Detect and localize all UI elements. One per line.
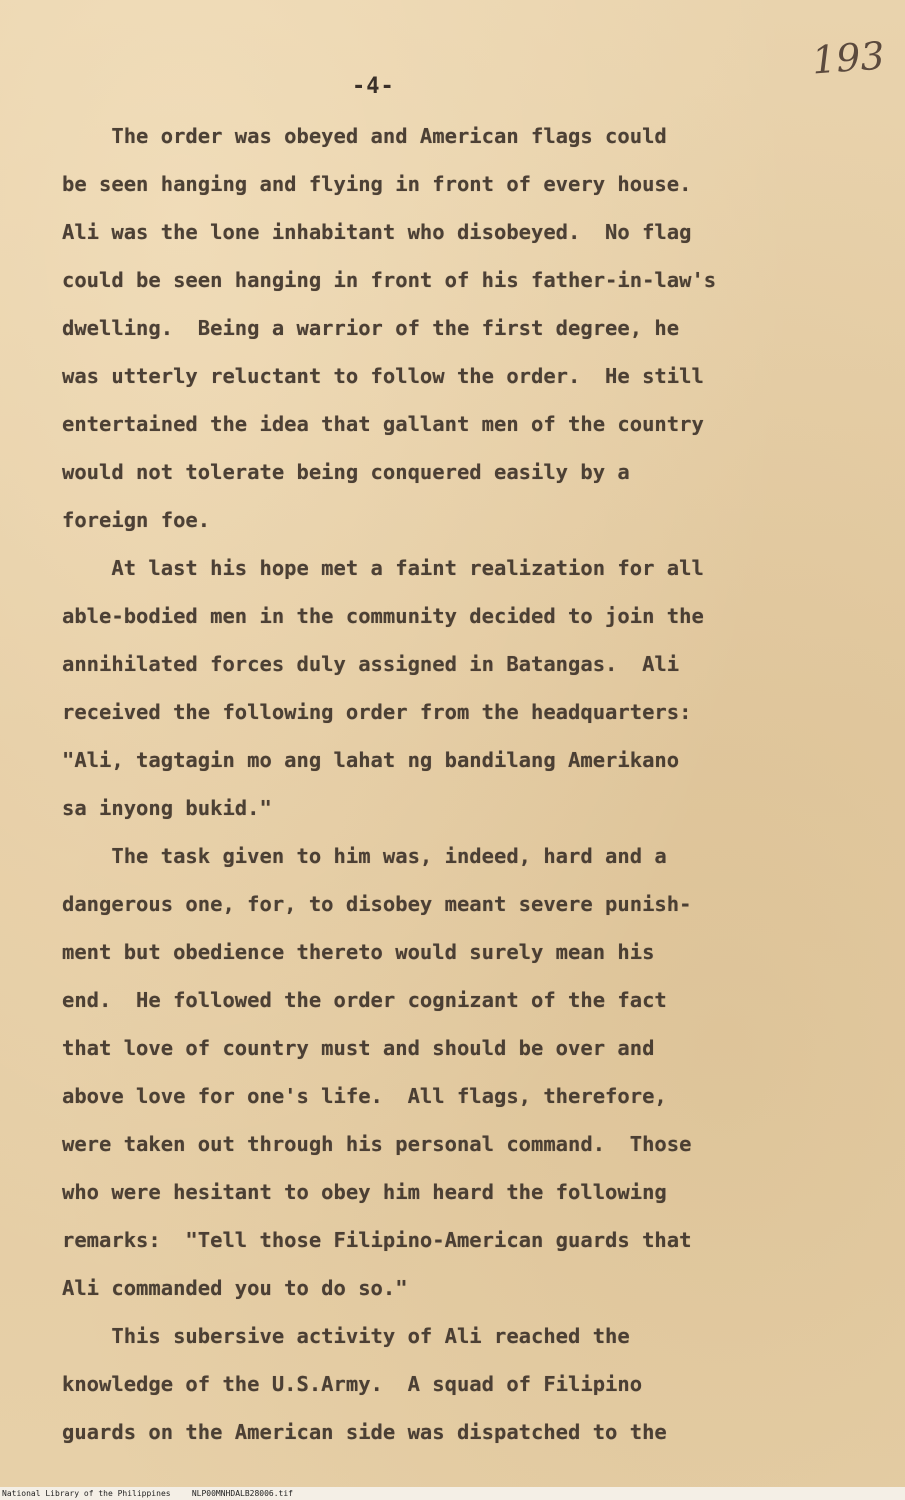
text-line: ment but obedience thereto would surely mean his — [62, 940, 655, 964]
page-number: -4- — [352, 74, 395, 99]
text-line: above love for one's life. All flags, therefore, — [62, 1084, 667, 1108]
text-line: Ali was the lone inhabitant who disobeyed. No flag — [62, 220, 692, 244]
text-line: end. He followed the order cognizant of the fact — [62, 988, 667, 1012]
text-line: would not tolerate being conquered easily by a — [62, 460, 630, 484]
text-line: be seen hanging and flying in front of every house. — [62, 172, 692, 196]
text-line: that love of country must and should be over and — [62, 1036, 655, 1060]
text-line: were taken out through his personal command. Those — [62, 1132, 692, 1156]
text-line: guards on the American side was dispatched to the — [62, 1420, 667, 1444]
body-text — [62, 112, 852, 1456]
text-line: received the following order from the headquarters: — [62, 700, 692, 724]
text-line: dangerous one, for, to disobey meant severe punish- — [62, 892, 692, 916]
text-line: able-bodied men in the community decided to join the — [62, 604, 704, 628]
text-line: who were hesitant to obey him heard the following — [62, 1180, 667, 1204]
text-line: dwelling. Being a warrior of the first degree, he — [62, 316, 680, 340]
text-line: knowledge of the U.S.Army. A squad of Filipino — [62, 1372, 643, 1396]
text-line: entertained the idea that gallant men of the country — [62, 412, 704, 436]
text-line: The task given to him was, indeed, hard and a — [62, 844, 667, 868]
text-line: was utterly reluctant to follow the order. He still — [62, 364, 704, 388]
handwritten-folio-number: 193 — [810, 33, 886, 83]
text-line: foreign foe. — [62, 508, 211, 532]
text-line: annihilated forces duly assigned in Batangas. Ali — [62, 652, 680, 676]
text-line: remarks: "Tell those Filipino-American guards that — [62, 1228, 692, 1252]
text-line: At last his hope met a faint realization for all — [62, 556, 704, 580]
footer-institution: National Library of the Philippines — [2, 1489, 171, 1498]
text-line: sa inyong bukid." — [62, 796, 272, 820]
text-line: The order was obeyed and American flags could — [62, 124, 667, 148]
text-line: Ali commanded you to do so." — [62, 1276, 408, 1300]
text-line: could be seen hanging in front of his father-in-law's — [62, 268, 717, 292]
text-line: This subersive activity of Ali reached the — [62, 1324, 630, 1348]
text-line: "Ali, tagtagin mo ang lahat ng bandilang Amerikano — [62, 748, 680, 772]
scan-footer — [0, 1487, 905, 1500]
footer-file-id: NLP00MNHDALB28006.tif — [191, 1489, 293, 1498]
